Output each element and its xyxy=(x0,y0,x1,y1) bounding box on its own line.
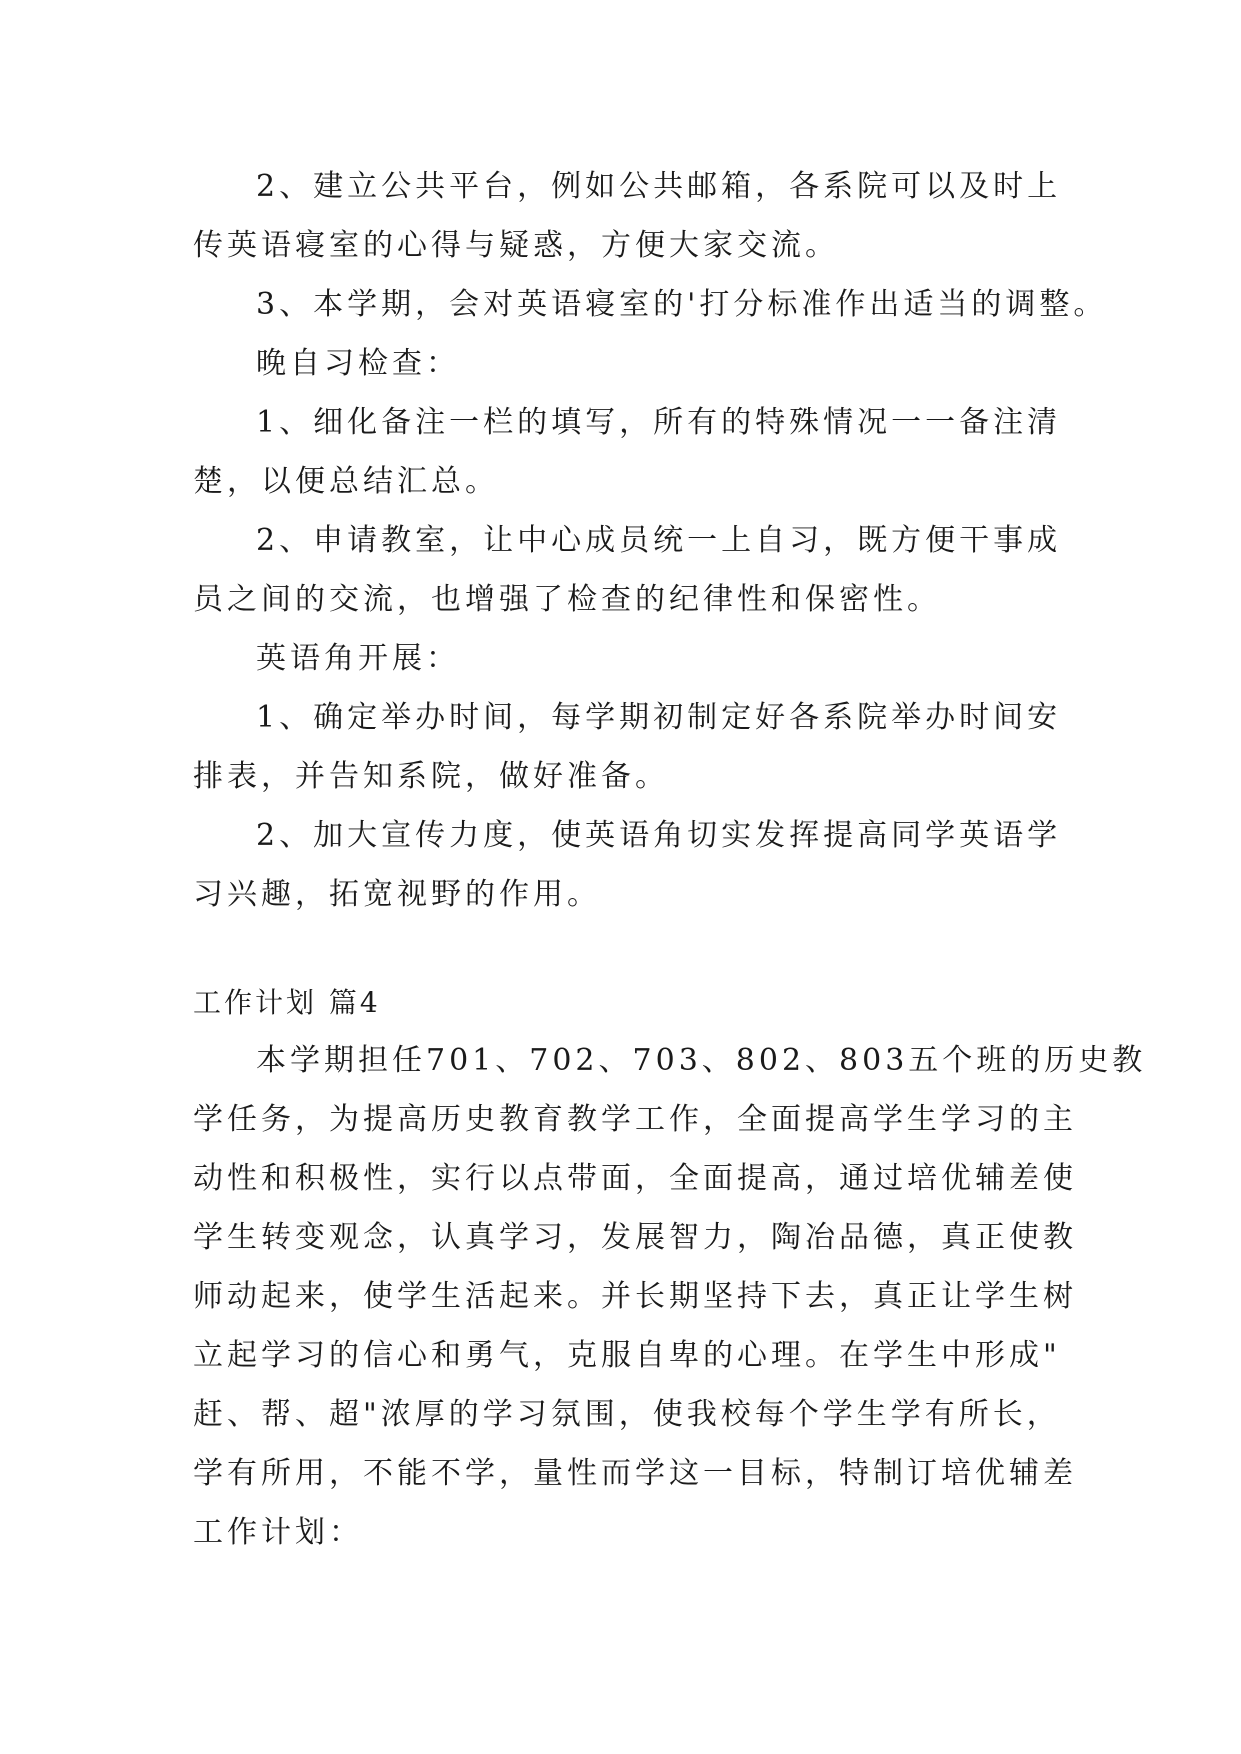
paragraph-line: 楚，以便总结汇总。 xyxy=(193,464,499,499)
section-history-teaching-plan xyxy=(193,1031,1147,1562)
paragraph-line: 师动起来，使学生活起来。并长期坚持下去，真正让学生树 xyxy=(193,1279,1077,1314)
subheading-evening-study: 晚自习检查： xyxy=(256,346,460,381)
paragraph-line: 3、本学期，会对英语寝室的'打分标准作出适当的调整。 xyxy=(256,287,1108,322)
section-title: 工作计划 篇4 xyxy=(193,986,381,1019)
paragraph-line: 1、确定举办时间，每学期初制定好各系院举办时间安 xyxy=(256,700,1062,735)
paragraph-line: 工作计划： xyxy=(193,1515,363,1550)
paragraph-line: 学任务，为提高历史教育教学工作，全面提高学生学习的主 xyxy=(193,1102,1077,1137)
paragraph-line: 2、建立公共平台，例如公共邮箱，各系院可以及时上 xyxy=(256,169,1062,204)
paragraph-line: 立起学习的信心和勇气，克服自卑的心理。在学生中形成" xyxy=(193,1338,1061,1373)
subheading-english-corner: 英语角开展： xyxy=(256,641,460,676)
section-dorm-and-english-corner xyxy=(193,157,1108,924)
section-heading-work-plan-4 xyxy=(193,973,1055,1033)
paragraph-line: 传英语寝室的心得与疑惑，方便大家交流。 xyxy=(193,228,839,263)
paragraph-line: 员之间的交流，也增强了检查的纪律性和保密性。 xyxy=(193,582,941,617)
paragraph-line: 赶、帮、超"浓厚的学习氛围，使我校每个学生学有所长， xyxy=(193,1397,1061,1432)
paragraph-line: 学生转变观念，认真学习，发展智力，陶冶品德，真正使教 xyxy=(193,1220,1077,1255)
paragraph-line: 1、细化备注一栏的填写，所有的特殊情况一一备注清 xyxy=(256,405,1062,440)
paragraph-line: 动性和积极性，实行以点带面，全面提高，通过培优辅差使 xyxy=(193,1161,1077,1196)
paragraph-line: 学有所用，不能不学，量性而学这一目标，特制订培优辅差 xyxy=(193,1456,1077,1491)
paragraph-line: 2、加大宣传力度，使英语角切实发挥提高同学英语学 xyxy=(256,818,1062,853)
paragraph-line: 排表，并告知系院，做好准备。 xyxy=(193,759,669,794)
paragraph-line: 2、申请教室，让中心成员统一上自习，既方便干事成 xyxy=(256,523,1062,558)
paragraph-line: 本学期担任701、702、703、802、803五个班的历史教 xyxy=(256,1043,1147,1078)
paragraph-line: 习兴趣，拓宽视野的作用。 xyxy=(193,877,601,912)
